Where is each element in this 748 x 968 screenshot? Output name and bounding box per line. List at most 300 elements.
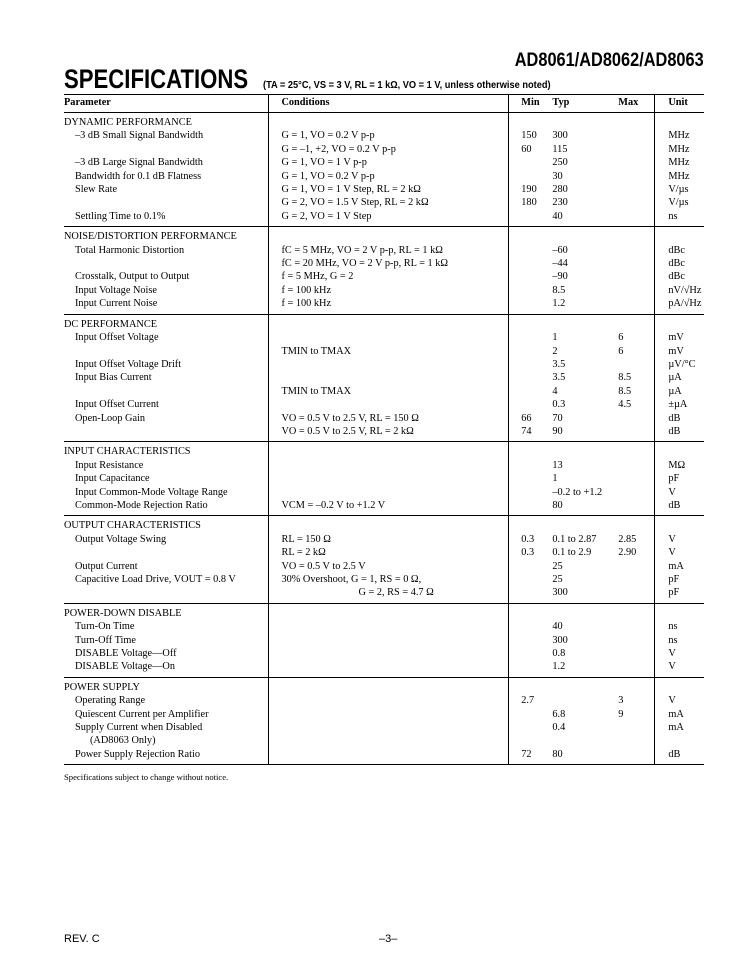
conditions-cell: G = 1, VO = 0.2 V p-p [269, 129, 509, 142]
unit-cell: mA [655, 708, 704, 721]
table-cell [269, 603, 509, 620]
unit-cell: mV [655, 345, 704, 358]
min-cell [509, 573, 553, 586]
section-row [64, 227, 704, 244]
parameter-cell: Slew Rate [64, 183, 269, 196]
table-row [64, 210, 704, 227]
parameter-cell: (AD8063 Only) [64, 734, 269, 747]
table-row [64, 734, 704, 747]
parameter-cell: Output Voltage Swing [64, 533, 269, 546]
unit-cell: MHz [655, 143, 704, 156]
table-row [64, 345, 704, 358]
typ-cell: 40 [552, 621, 563, 633]
section-heading: OUTPUT CHARACTERISTICS [64, 516, 269, 533]
table-row [64, 412, 704, 425]
typ-cell: 90 [552, 425, 618, 442]
conditions-cell [269, 721, 509, 734]
typ-cell: 280 [552, 184, 568, 196]
parameter-cell: Input Current Noise [64, 297, 269, 314]
unit-cell: pA/√Hz [655, 297, 704, 314]
table-row [64, 257, 704, 270]
conditions-cell: G = 1, VO = 1 V p-p [269, 156, 509, 169]
max-cell [618, 734, 655, 747]
min-cell [509, 708, 553, 721]
unit-cell: dB [655, 748, 704, 765]
parameter-cell [64, 345, 269, 358]
table-cell [269, 516, 509, 533]
max-cell: 2.85 [618, 533, 637, 545]
table-row [64, 425, 704, 442]
conditions-cell: f = 100 kHz [269, 284, 509, 297]
conditions-cell: 30% Overshoot, G = 1, RS = 0 Ω, [269, 573, 509, 586]
table-row [64, 660, 704, 677]
table-cell [655, 314, 704, 331]
min-cell [509, 486, 553, 499]
parameter-cell [64, 385, 269, 398]
max-cell [618, 620, 655, 633]
max-cell: 6 [618, 345, 624, 357]
parameter-cell: Input Offset Current [64, 398, 269, 411]
conditions-cell: fC = 20 MHz, VO = 2 V p-p, RL = 1 kΩ [269, 257, 509, 270]
unit-cell: MΩ [655, 459, 704, 472]
unit-cell: V [655, 546, 704, 559]
column-header-min: Min [509, 95, 553, 113]
conditions-cell [269, 331, 509, 344]
part-numbers: AD8061/AD8062/AD8063 [515, 50, 704, 71]
typ-cell: 230 [552, 197, 568, 209]
unit-cell [655, 734, 704, 747]
max-cell: 8.5 [618, 385, 632, 397]
unit-cell: V/µs [655, 183, 704, 196]
typ-cell: 115 [552, 143, 568, 155]
table-cell [655, 442, 704, 459]
table-row [64, 196, 704, 209]
column-header-unit: Unit [655, 95, 704, 113]
table-row [64, 533, 704, 546]
table-cell [552, 314, 618, 331]
min-cell [509, 499, 553, 516]
table-cell [509, 603, 553, 620]
min-cell [509, 660, 553, 677]
min-cell [509, 586, 553, 603]
page-number: –3– [379, 933, 398, 945]
unit-cell: dB [655, 412, 704, 425]
table-header-row [64, 95, 704, 113]
conditions-cell: RL = 2 kΩ [269, 546, 509, 559]
typ-cell: 3.5 [552, 358, 566, 370]
min-cell: 66 [521, 412, 532, 424]
unit-cell: ns [655, 634, 704, 647]
conditions-cell: TMIN to TMAX [269, 385, 509, 398]
typ-cell: –90 [552, 271, 568, 283]
test-conditions: (TA = 25°C, VS = 3 V, RL = 1 kΩ, VO = 1 V, unless otherwise noted) [262, 79, 551, 91]
table-cell [655, 227, 704, 244]
table-row [64, 546, 704, 559]
typ-cell: 25 [552, 574, 563, 585]
conditions-cell [269, 734, 509, 747]
unit-cell: pF [655, 573, 704, 586]
table-cell [509, 677, 553, 694]
conditions-cell: TMIN to TMAX [269, 345, 509, 358]
parameter-cell [64, 143, 269, 156]
section-row [64, 113, 704, 130]
table-body [64, 113, 704, 765]
parameter-cell: Settling Time to 0.1% [64, 210, 269, 227]
section-heading: NOISE/DISTORTION PERFORMANCE [64, 227, 269, 244]
table-cell [269, 677, 509, 694]
min-cell: 150 [521, 130, 537, 142]
table-cell [655, 603, 704, 620]
max-cell [618, 425, 655, 442]
table-row [64, 573, 704, 586]
parameter-cell: Common-Mode Rejection Ratio [64, 499, 269, 516]
table-row [64, 244, 704, 257]
conditions-cell [269, 398, 509, 411]
typ-cell: 1 [552, 332, 558, 344]
conditions-cell [269, 748, 509, 765]
table-cell [552, 516, 618, 533]
typ-cell: 1.2 [552, 660, 618, 677]
table-row [64, 560, 704, 573]
table-row [64, 459, 704, 472]
unit-cell: V [655, 660, 704, 677]
unit-cell: MHz [655, 170, 704, 183]
table-row [64, 371, 704, 384]
min-cell: 2.7 [521, 695, 535, 707]
typ-cell: –0.2 to +1.2 [552, 486, 603, 498]
parameter-cell [64, 196, 269, 209]
table-row [64, 398, 704, 411]
conditions-cell: G = 1, VO = 0.2 V p-p [269, 170, 509, 183]
min-cell [509, 371, 553, 384]
typ-cell: 0.8 [552, 648, 566, 660]
table-row [64, 297, 704, 314]
conditions-cell: G = 2, VO = 1 V Step [269, 210, 509, 227]
max-cell [618, 210, 655, 227]
min-cell: 74 [509, 425, 553, 442]
parameter-cell: Input Offset Voltage [64, 331, 269, 344]
parameter-cell: Capacitive Load Drive, VOUT = 0.8 V [64, 573, 269, 586]
min-cell [509, 385, 553, 398]
max-cell [618, 486, 655, 499]
max-cell [618, 129, 655, 142]
min-cell [509, 156, 553, 169]
conditions-cell [269, 694, 509, 707]
table-cell [509, 227, 553, 244]
max-cell [618, 257, 655, 270]
conditions-cell: fC = 5 MHz, VO = 2 V p-p, RL = 1 kΩ [269, 244, 509, 257]
typ-cell: 80 [552, 748, 618, 765]
parameter-cell [64, 257, 269, 270]
min-cell: 60 [521, 143, 532, 155]
max-cell: 3 [618, 695, 624, 707]
max-cell [618, 560, 655, 573]
table-row [64, 708, 704, 721]
conditions-cell: RL = 150 Ω [269, 533, 509, 546]
table-cell [618, 516, 655, 533]
min-cell [509, 398, 553, 411]
min-cell: 180 [521, 197, 537, 209]
table-row [64, 170, 704, 183]
max-cell [618, 459, 655, 472]
table-cell [552, 113, 618, 130]
conditions-cell: VO = 0.5 V to 2.5 V [269, 560, 509, 573]
table-row [64, 331, 704, 344]
max-cell: 8.5 [618, 372, 632, 384]
conditions-cell [269, 472, 509, 485]
min-cell: 190 [521, 184, 537, 196]
parameter-cell: Input Bias Current [64, 371, 269, 384]
section-heading: INPUT CHARACTERISTICS [64, 442, 269, 459]
revision-label: REV. C [64, 933, 100, 945]
table-row [64, 748, 704, 765]
min-cell: 0.3 [521, 533, 535, 545]
conditions-cell [269, 634, 509, 647]
min-cell [509, 721, 553, 734]
parameter-cell: Input Common-Mode Voltage Range [64, 486, 269, 499]
typ-cell: 0.3 [552, 399, 566, 411]
conditions-cell: f = 100 kHz [269, 297, 509, 314]
max-cell [618, 634, 655, 647]
max-cell [618, 499, 655, 516]
table-cell [509, 113, 553, 130]
parameter-cell: DISABLE Voltage—Off [64, 647, 269, 660]
table-row [64, 634, 704, 647]
unit-cell: MHz [655, 156, 704, 169]
max-cell [618, 143, 655, 156]
typ-cell [552, 734, 618, 747]
min-cell [509, 284, 553, 297]
min-cell [509, 270, 553, 283]
max-cell [618, 270, 655, 283]
min-cell: 72 [509, 748, 553, 765]
table-cell [552, 677, 618, 694]
unit-cell: dBc [655, 270, 704, 283]
unit-cell: V [655, 694, 704, 707]
max-cell [618, 748, 655, 765]
section-heading: POWER-DOWN DISABLE [64, 603, 269, 620]
min-cell [509, 210, 553, 227]
column-header-max: Max [618, 95, 655, 113]
typ-cell: 300 [552, 634, 568, 646]
parameter-cell: DISABLE Voltage—On [64, 660, 269, 677]
parameter-cell: Operating Range [64, 694, 269, 707]
table-row [64, 694, 704, 707]
min-cell [509, 472, 553, 485]
max-cell [618, 183, 655, 196]
parameter-cell: Power Supply Rejection Ratio [64, 748, 269, 765]
typ-cell: 0.1 to 2.87 [552, 533, 597, 545]
column-header-parameter: Parameter [64, 95, 269, 113]
section-heading: DC PERFORMANCE [64, 314, 269, 331]
conditions-cell: VCM = –0.2 V to +1.2 V [269, 499, 509, 516]
unit-cell: pF [655, 472, 704, 485]
table-row [64, 647, 704, 660]
table-cell [618, 603, 655, 620]
parameter-cell: Input Capacitance [64, 472, 269, 485]
max-cell [618, 721, 655, 734]
table-row [64, 586, 704, 603]
min-cell [509, 620, 553, 633]
typ-cell: 25 [552, 560, 563, 572]
table-cell [269, 442, 509, 459]
parameter-cell [64, 425, 269, 442]
parameter-cell: Input Voltage Noise [64, 284, 269, 297]
unit-cell: V [655, 533, 704, 546]
parameter-cell: –3 dB Small Signal Bandwidth [64, 129, 269, 142]
specifications-table [64, 94, 704, 765]
min-cell [509, 459, 553, 472]
table-cell [509, 442, 553, 459]
unit-cell: µA [655, 371, 704, 384]
unit-cell: mA [655, 560, 704, 573]
table-cell [618, 113, 655, 130]
table-row [64, 129, 704, 142]
table-row [64, 486, 704, 499]
unit-cell: V [655, 647, 704, 660]
typ-cell: 8.5 [552, 284, 566, 296]
table-row [64, 385, 704, 398]
max-cell [618, 196, 655, 209]
typ-cell: 0.4 [552, 722, 566, 734]
typ-cell: 300 [552, 586, 618, 603]
column-header-conditions: Conditions [269, 95, 509, 113]
table-row [64, 620, 704, 633]
parameter-cell [64, 586, 269, 603]
conditions-cell: f = 5 MHz, G = 2 [269, 270, 509, 283]
max-cell: 2.90 [618, 547, 637, 559]
unit-cell: V [655, 486, 704, 499]
min-cell [509, 244, 553, 257]
section-row [64, 603, 704, 620]
max-cell [618, 170, 655, 183]
parameter-cell: Crosstalk, Output to Output [64, 270, 269, 283]
section-row [64, 677, 704, 694]
table-cell [269, 227, 509, 244]
table-row [64, 499, 704, 516]
max-cell [618, 412, 655, 425]
table-cell [618, 227, 655, 244]
section-heading: DYNAMIC PERFORMANCE [64, 113, 269, 130]
unit-cell: nV/√Hz [655, 284, 704, 297]
title-row [64, 64, 589, 95]
conditions-cell [269, 459, 509, 472]
parameter-cell: Total Harmonic Distortion [64, 244, 269, 257]
max-cell [618, 472, 655, 485]
max-cell [618, 297, 655, 314]
max-cell [618, 284, 655, 297]
typ-cell: –44 [552, 258, 568, 270]
min-cell [509, 297, 553, 314]
table-cell [552, 442, 618, 459]
parameter-cell: Turn-On Time [64, 620, 269, 633]
table-cell [509, 314, 553, 331]
typ-cell: 1.2 [552, 297, 618, 314]
typ-cell: 0.1 to 2.9 [552, 547, 592, 559]
max-cell: 6 [618, 332, 624, 344]
table-row [64, 270, 704, 283]
min-cell [509, 634, 553, 647]
typ-cell: 70 [552, 412, 563, 424]
column-header-typ: Typ [552, 95, 618, 113]
parameter-cell [64, 546, 269, 559]
unit-cell: pF [655, 586, 704, 603]
unit-cell: dB [655, 499, 704, 516]
table-cell [269, 113, 509, 130]
unit-cell: dB [655, 425, 704, 442]
unit-cell: dBc [655, 257, 704, 270]
typ-cell: 13 [552, 459, 563, 471]
unit-cell: µA [655, 385, 704, 398]
typ-cell: 3.5 [552, 372, 566, 384]
conditions-cell: G = 1, VO = 1 V Step, RL = 2 kΩ [269, 183, 509, 196]
conditions-cell [269, 371, 509, 384]
parameter-cell: –3 dB Large Signal Bandwidth [64, 156, 269, 169]
typ-cell: 80 [552, 499, 618, 516]
min-cell [509, 358, 553, 371]
parameter-cell: Open-Loop Gain [64, 412, 269, 425]
max-cell [618, 156, 655, 169]
min-cell [509, 345, 553, 358]
table-cell [618, 677, 655, 694]
typ-cell: 1 [552, 473, 558, 485]
parameter-cell: Input Resistance [64, 459, 269, 472]
unit-cell: ±µA [655, 398, 704, 411]
unit-cell: mV [655, 331, 704, 344]
parameter-cell: Bandwidth for 0.1 dB Flatness [64, 170, 269, 183]
typ-cell: 250 [552, 157, 568, 169]
conditions-cell [269, 708, 509, 721]
unit-cell: ns [655, 620, 704, 633]
typ-cell [552, 694, 618, 707]
typ-cell: 2 [552, 345, 558, 357]
footnote: Specifications subject to change without notice. [64, 772, 229, 782]
parameter-cell: Input Offset Voltage Drift [64, 358, 269, 371]
max-cell [618, 647, 655, 660]
table-row [64, 284, 704, 297]
unit-cell: MHz [655, 129, 704, 142]
conditions-cell [269, 358, 509, 371]
parameter-cell: Quiescent Current per Amplifier [64, 708, 269, 721]
unit-cell: µV/°C [655, 358, 704, 371]
min-cell [509, 170, 553, 183]
section-row [64, 442, 704, 459]
parameter-cell: Turn-Off Time [64, 634, 269, 647]
conditions-cell: G = –1, +2, VO = 0.2 V p-p [269, 143, 509, 156]
section-row [64, 516, 704, 533]
table-row [64, 183, 704, 196]
table-row [64, 143, 704, 156]
max-cell: 4.5 [618, 399, 632, 411]
table-row [64, 472, 704, 485]
unit-cell: mA [655, 721, 704, 734]
page-title: SPECIFICATIONS [64, 64, 249, 94]
conditions-cell: VO = 0.5 V to 2.5 V, RL = 2 kΩ [269, 425, 509, 442]
parameter-cell: Output Current [64, 560, 269, 573]
table-cell [552, 227, 618, 244]
max-cell [618, 586, 655, 603]
table-cell [618, 314, 655, 331]
max-cell [618, 660, 655, 677]
conditions-cell [269, 620, 509, 633]
table-cell [655, 516, 704, 533]
conditions-cell [269, 660, 509, 677]
min-cell [509, 647, 553, 660]
typ-cell: 40 [552, 210, 618, 227]
conditions-cell: G = 2, VO = 1.5 V Step, RL = 2 kΩ [269, 196, 509, 209]
table-cell [552, 603, 618, 620]
table-cell [618, 442, 655, 459]
